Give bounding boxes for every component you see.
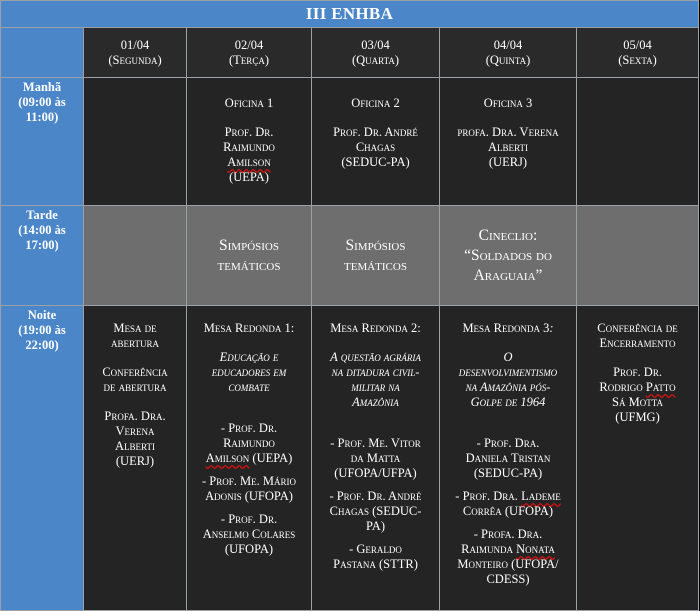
workshop-speaker: Prof. Dr.	[224, 125, 274, 139]
cell-cineclio	[440, 206, 577, 306]
roundtable-theme: militar na	[351, 380, 400, 394]
workshop-title: Oficina 2	[351, 96, 400, 110]
cineclio-film: “Soldados do	[464, 246, 552, 264]
speaker: Corrêa (UFOPA)	[462, 504, 554, 518]
speaker-name: Rodrigo	[599, 380, 646, 394]
speaker-name: Amilson	[205, 451, 250, 465]
roundtable-title-text: Mesa Redonda 3	[462, 321, 550, 335]
speaker	[440, 542, 576, 557]
symposium-label: Simpósios	[345, 236, 406, 254]
cineclio-label: Cineclio:	[478, 226, 538, 244]
cell-monday-morning	[84, 78, 187, 206]
event-title: Encerramento	[599, 336, 676, 350]
speaker-title: - Prof. Dra.	[455, 489, 522, 503]
speaker-name: Raimunda	[461, 542, 517, 556]
cell-workshop-1	[187, 78, 312, 206]
cineclio-film: Araguaia”	[473, 266, 543, 284]
workshop-institution: (UERJ)	[488, 155, 528, 169]
speaker-name: Patto	[645, 380, 676, 394]
cell-roundtable-1	[187, 306, 312, 611]
cell-roundtable-2	[312, 306, 440, 611]
symposium-label: temáticos	[344, 256, 407, 274]
cell-roundtable-3	[440, 306, 577, 611]
cell-monday-afternoon	[84, 206, 187, 306]
speaker: Adonis (UFOPA)	[205, 489, 293, 503]
day-header-tuesday	[187, 28, 312, 78]
speaker: - Prof. Dr.	[220, 512, 278, 526]
workshop-institution: (SEDUC-PA)	[341, 155, 410, 169]
speaker: Monteiro (UFOPA/	[457, 557, 559, 571]
institution: (UERJ)	[115, 454, 155, 468]
speaker: Verena	[115, 424, 155, 438]
day-header-thursday	[440, 28, 577, 78]
day-date: 02/04	[234, 37, 264, 52]
period-afternoon	[1, 206, 84, 306]
roundtable-title-colon: :	[549, 321, 554, 335]
day-name: (Quinta)	[485, 52, 531, 67]
symposium-label: temáticos	[217, 256, 281, 274]
institution: (UEPA)	[249, 451, 293, 465]
roundtable-theme: combate	[228, 380, 270, 394]
cell-workshop-2	[312, 78, 440, 206]
roundtable-theme: A questão agrária	[330, 350, 421, 364]
roundtable-theme: Golpe de 1964	[470, 395, 546, 409]
corner-cell	[1, 28, 84, 78]
speaker	[440, 489, 576, 504]
day-header-friday	[577, 28, 699, 78]
speaker: Chagas (SEDUC-	[329, 504, 422, 518]
speaker: Anselmo Colares	[202, 527, 296, 541]
speaker: - Prof. Dr. André	[329, 489, 422, 503]
table-title: III ENHBA	[1, 1, 699, 28]
institution: (UFOPA/UFPA)	[334, 466, 417, 480]
event-title: Conferência	[102, 365, 168, 379]
institution: (UFMG)	[615, 410, 660, 424]
cell-opening	[84, 306, 187, 611]
institution: PA)	[366, 519, 385, 533]
institution: (SEDUC-PA)	[473, 466, 543, 480]
speaker: Raimundo	[223, 436, 275, 450]
speaker: - Prof. Me. Mário	[202, 474, 296, 488]
period-time: 17:00)	[25, 238, 59, 252]
day-name: (Quarta)	[351, 52, 400, 67]
speaker	[577, 380, 698, 395]
day-date: 04/04	[493, 37, 523, 52]
period-time: 11:00)	[25, 110, 59, 124]
speaker	[187, 451, 311, 466]
period-time: (09:00 às	[18, 95, 66, 109]
speaker: da Matta	[350, 451, 401, 465]
speaker: - Geraldo	[349, 542, 402, 556]
day-name: (Terça)	[229, 52, 269, 67]
workshop-speaker: Prof. Dr. André	[333, 125, 418, 139]
event-title: de abertura	[103, 380, 167, 394]
cell-symposium-1	[187, 206, 312, 306]
workshop-title: Oficina 1	[224, 96, 274, 110]
day-name: (Segunda)	[108, 52, 162, 67]
speaker: Daniela Tristan	[465, 451, 551, 465]
workshop-speaker: Alberti	[488, 140, 528, 154]
period-time: (14:00 às	[18, 223, 66, 237]
day-date: 01/04	[120, 37, 150, 52]
speaker: Profa. Dra.	[104, 409, 166, 423]
event-title: abertura	[111, 336, 159, 350]
period-evening	[1, 306, 84, 611]
day-header-monday	[84, 28, 187, 78]
period-time: 22:00)	[25, 338, 59, 352]
roundtable-title: Mesa Redonda 2:	[330, 321, 421, 335]
cell-friday-morning	[577, 78, 699, 206]
workshop-speaker: Amilson	[227, 155, 271, 169]
cell-friday-afternoon	[577, 206, 699, 306]
roundtable-theme: Amazônia	[352, 395, 399, 409]
workshop-speaker: Raimundo	[223, 140, 275, 154]
institution: CDESS)	[486, 572, 530, 586]
period-label: Noite	[27, 308, 57, 322]
speaker-name: Nonata	[516, 542, 555, 556]
speaker-name: Lademe	[521, 489, 561, 503]
period-morning	[1, 78, 84, 206]
speaker: Alberti	[115, 439, 155, 453]
workshop-title: Oficina 3	[483, 96, 533, 110]
period-label: Manhã	[22, 80, 62, 94]
day-date: 03/04	[361, 37, 390, 52]
workshop-speaker: Chagas	[355, 140, 396, 154]
speaker: - Prof. Me. Vitor	[330, 436, 421, 450]
speaker: - Profa. Dra.	[473, 527, 543, 541]
roundtable-theme: educadores em	[211, 365, 287, 379]
speaker: Pastana (STTR)	[333, 557, 418, 571]
cell-workshop-3	[440, 78, 577, 206]
workshop-speaker: profa. Dra. Verena	[457, 125, 559, 139]
workshop-institution: (UEPA)	[229, 170, 269, 184]
period-time: (19:00 às	[18, 323, 66, 337]
roundtable-theme: na ditadura civil-	[331, 365, 420, 379]
roundtable-theme: Educação e	[219, 350, 279, 364]
day-name: (Sexta)	[618, 52, 657, 67]
period-label: Tarde	[26, 208, 58, 222]
speaker: Prof. Dr.	[613, 365, 662, 379]
roundtable-theme: O	[503, 350, 513, 364]
day-header-wednesday	[312, 28, 440, 78]
event-title: Mesa de	[113, 321, 157, 335]
institution: (UFOPA)	[224, 542, 274, 556]
speaker: - Prof. Dr.	[220, 421, 278, 435]
roundtable-theme: na Amazônia pós-	[465, 380, 551, 394]
cell-closing	[577, 306, 699, 611]
day-date: 05/04	[623, 37, 652, 52]
speaker: - Prof. Dra.	[476, 436, 540, 450]
roundtable-theme: desenvolvimentismo	[458, 365, 558, 379]
speaker: Sá Motta	[612, 395, 663, 409]
symposium-label: Simpósios	[219, 236, 279, 254]
cell-symposium-2	[312, 206, 440, 306]
roundtable-title: Mesa Redonda 1:	[203, 321, 295, 335]
event-title: Conferência de	[597, 321, 678, 335]
roundtable-title	[440, 321, 576, 336]
